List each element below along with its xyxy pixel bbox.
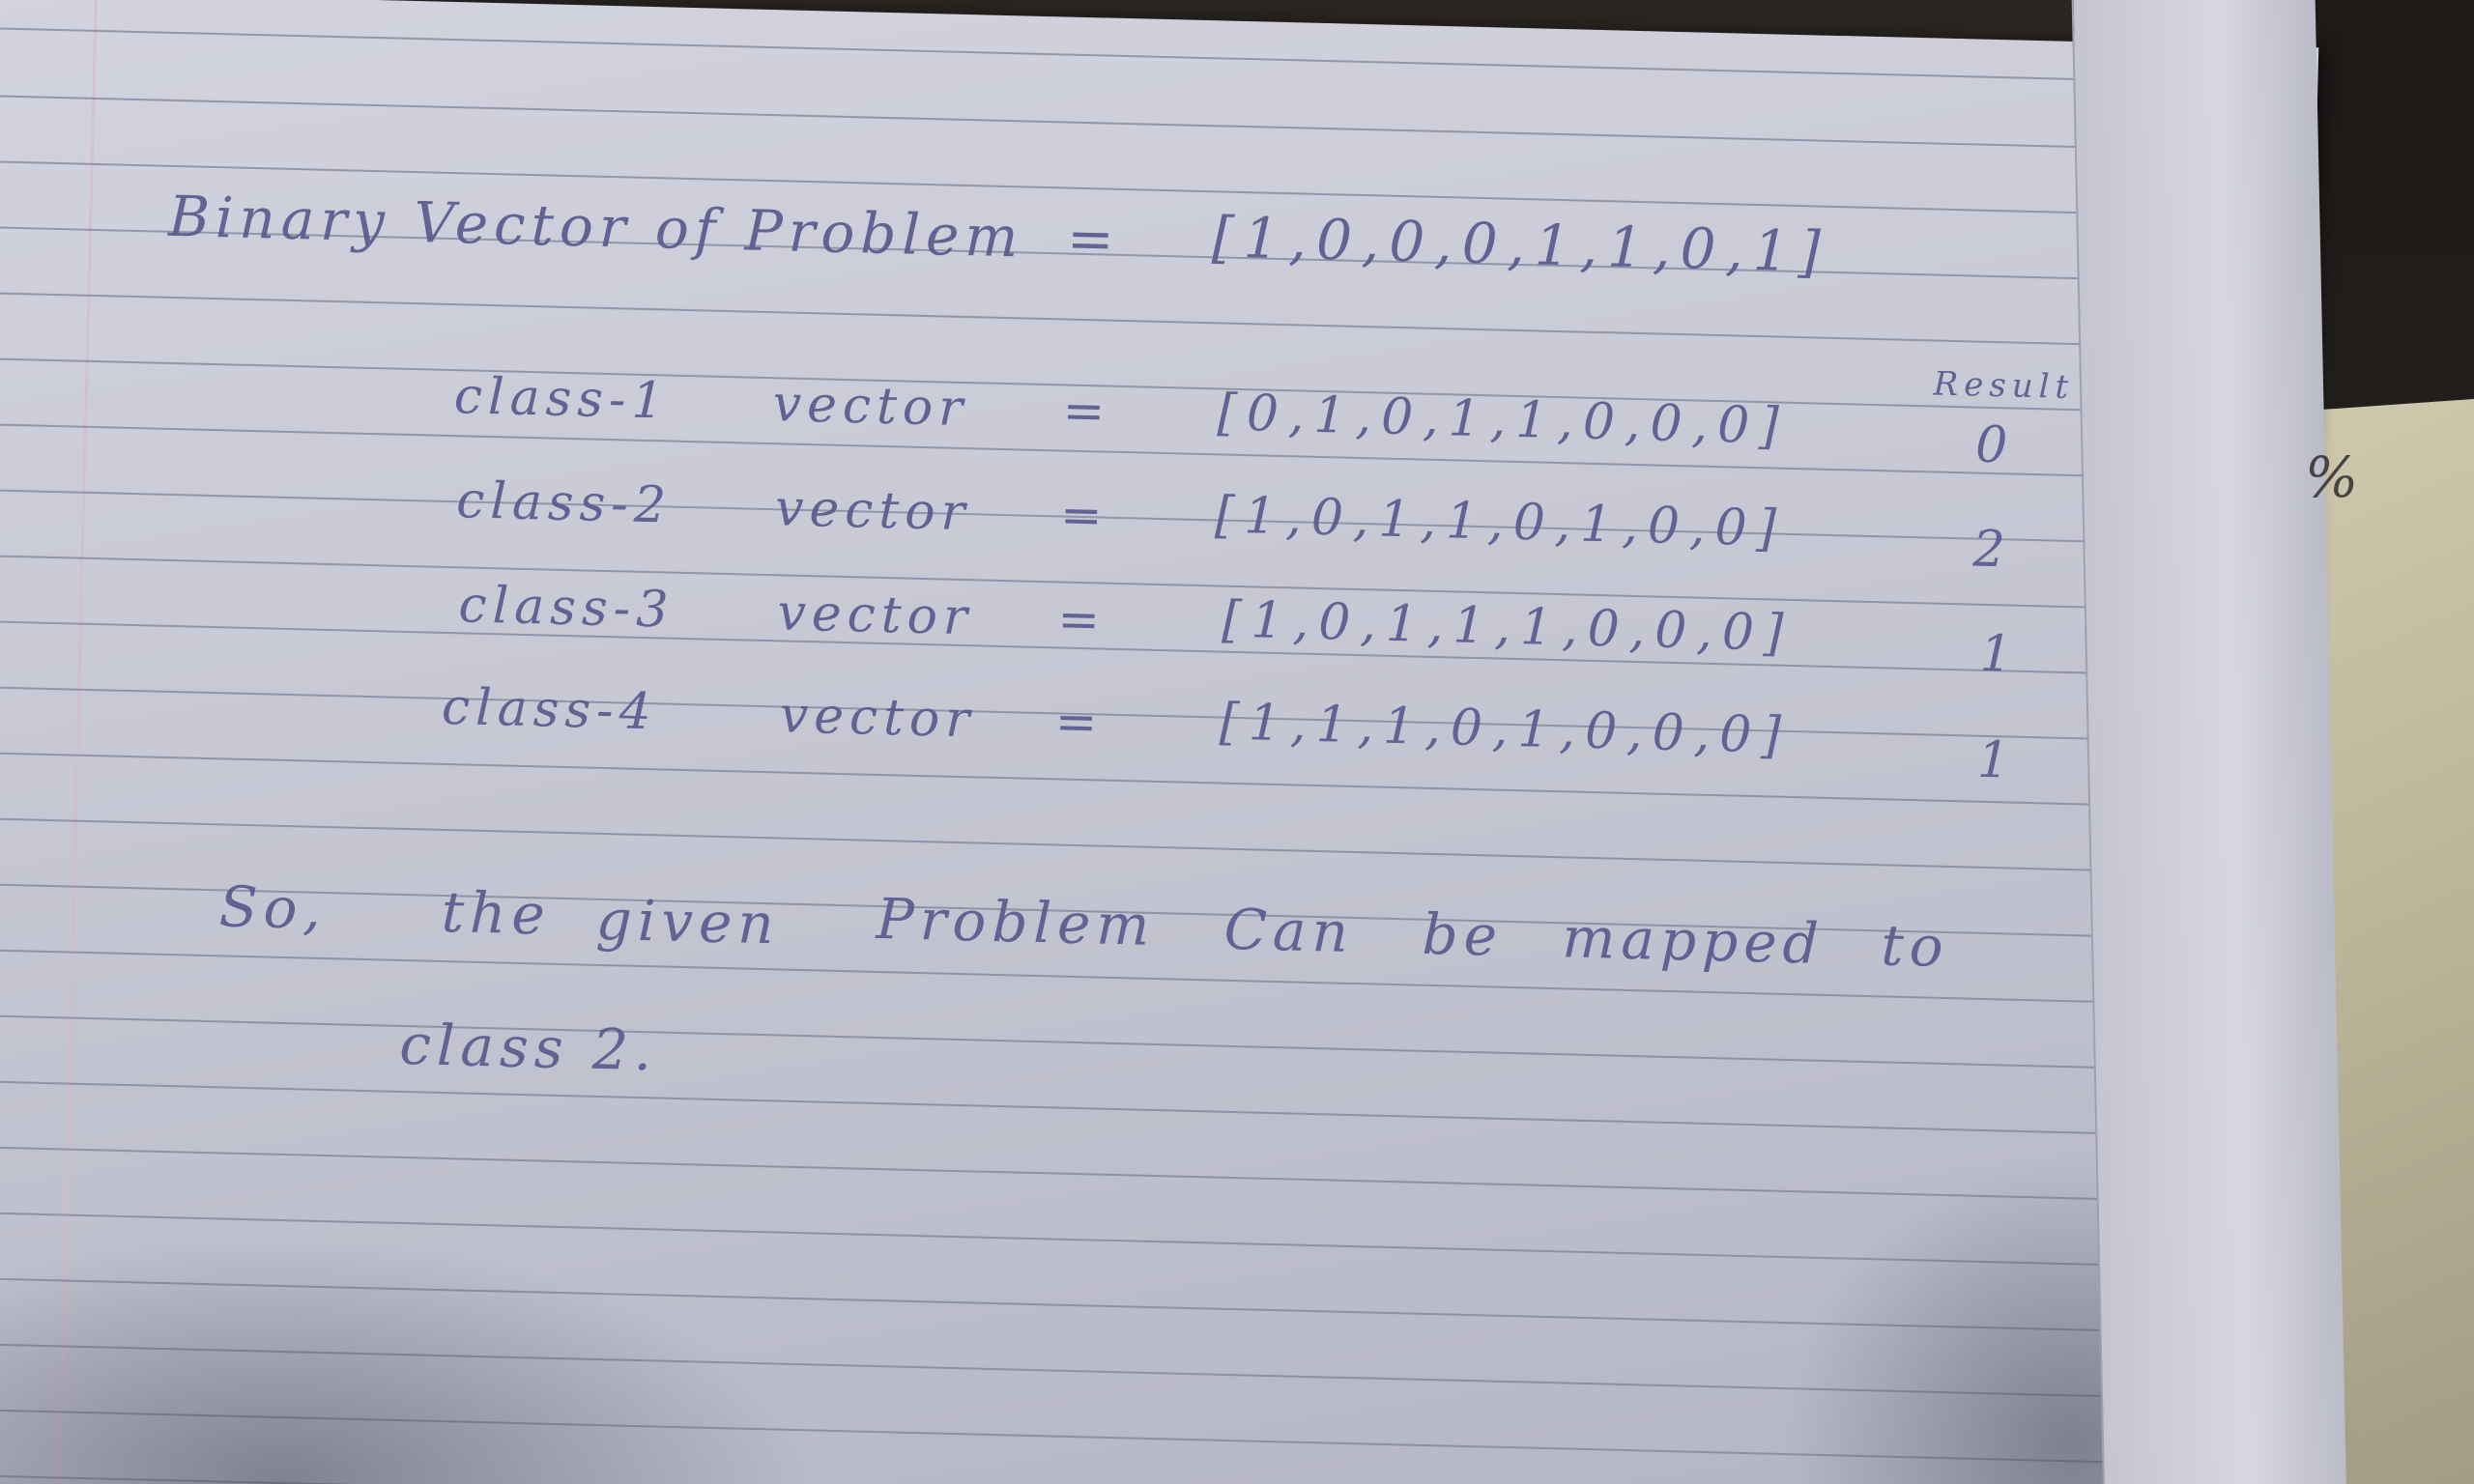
ruled-line xyxy=(0,555,2305,614)
ruled-line xyxy=(0,489,2307,548)
problem-equals: = xyxy=(1066,205,1121,272)
conclusion-word: given xyxy=(594,886,781,957)
ruled-line xyxy=(0,620,2303,679)
conclusion-word: So, xyxy=(218,873,328,943)
class-vector: [0,1,0,1,1,0,0,0] xyxy=(1216,384,1790,456)
conclusion-word: the xyxy=(441,878,552,948)
class-result: 2 xyxy=(1971,520,2012,580)
ruled-line xyxy=(0,27,2317,86)
class-word: vector xyxy=(779,686,976,750)
conclusion-word: Problem xyxy=(875,885,1157,958)
class-result: 1 xyxy=(1979,624,2019,684)
class-name: class-4 xyxy=(441,677,658,742)
ruled-line xyxy=(0,752,2300,811)
class-result: 0 xyxy=(1974,415,2014,475)
class-name: class-2 xyxy=(455,471,673,535)
margin-mark: % xyxy=(2305,444,2359,510)
ruled-line xyxy=(0,817,2298,876)
class-equals: = xyxy=(1059,486,1109,546)
problem-vector: [1,0,0,0,1,1,0,1] xyxy=(1211,204,1831,285)
hand-shadow xyxy=(0,1222,820,1484)
class-equals: = xyxy=(1054,693,1105,753)
conclusion-word: Can xyxy=(1223,896,1355,965)
conclusion-word: be xyxy=(1421,900,1504,969)
ruled-line xyxy=(0,1014,2293,1073)
class-name: class-3 xyxy=(457,576,676,640)
ruled-line xyxy=(0,1080,2292,1139)
conclusion-line-2: class 2. xyxy=(398,1011,659,1084)
page-stack-edge xyxy=(2071,0,2346,1484)
ruled-line xyxy=(0,292,2312,351)
ruled-line xyxy=(0,423,2308,482)
class-word: vector xyxy=(772,375,969,439)
conclusion-word: mapped xyxy=(1561,904,1826,977)
problem-label: Binary Vector of Problem xyxy=(167,183,1025,271)
class-word: vector xyxy=(774,479,972,543)
result-column-header: Result xyxy=(1933,364,2075,408)
class-vector: [1,0,1,1,1,0,0,0] xyxy=(1221,590,1794,664)
ruled-line xyxy=(0,686,2302,745)
class-result: 1 xyxy=(1976,730,2016,790)
conclusion-word: to xyxy=(1880,912,1950,981)
class-equals: = xyxy=(1061,382,1111,442)
class-vector: [1,0,1,1,0,1,0,0] xyxy=(1214,486,1787,558)
class-equals: = xyxy=(1056,590,1107,650)
class-name: class-1 xyxy=(453,367,671,431)
class-word: vector xyxy=(776,584,974,647)
ruled-line xyxy=(0,95,2316,154)
class-vector: [1,1,1,0,1,0,0,0] xyxy=(1219,693,1792,765)
